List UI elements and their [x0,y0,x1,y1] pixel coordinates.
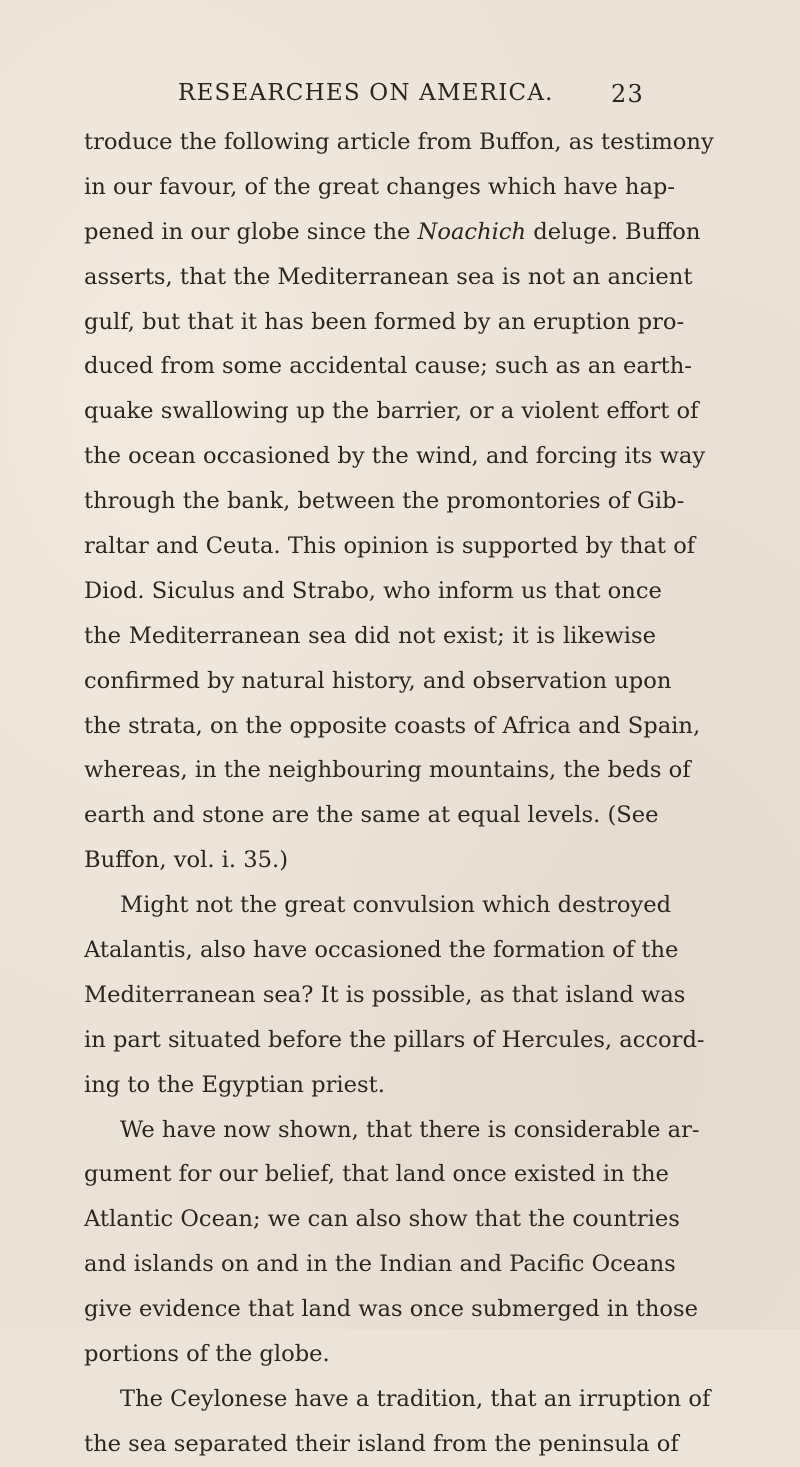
text-line: Diod. Siculus and Strabo, who inform us that once [84,577,662,604]
text-line: the sea separated their island from the peninsula of [84,1430,679,1457]
text-line: troduce the following article from Buffon, as testimony [84,129,714,155]
text-line: whereas, in the neighbouring mountains, the beds of [84,757,691,784]
paragraph-end-line: portions of the globe. [84,1341,330,1368]
page-number: 23 [611,80,644,108]
text-line: and islands on and in the Indian and Pacific Oceans [84,1251,676,1278]
running-title: RESEARCHES ON AMERICA. [178,80,554,106]
paragraph-end-line: Buffon, vol. i. 35.) [84,847,289,874]
text-line: gulf, but that it has been formed by an eruption pro- [84,308,685,335]
text-line: Atalantis, also have occasioned the formation of the [84,937,679,964]
text-line: in our favour, of the great changes which have hap- [84,173,676,200]
text-line: raltar and Ceuta. This opinion is supported by that of [84,533,696,560]
paragraph-end-line: ing to the Egyptian priest. [84,1071,385,1098]
body-text [84,120,714,1467]
text-line: give evidence that land was once submerged in those [84,1296,699,1323]
text-line: pened in our globe since the Noachich deluge. Buffon [84,218,701,245]
text-line: the Mediterranean sea did not exist; it is likewise [84,622,656,649]
paragraph-first-line: We have now shown, that there is considerable ar- [120,1116,700,1143]
paragraph-first-line: Might not the great convulsion which destroyed [120,892,672,919]
text-line: quake swallowing up the barrier, or a violent effort of [84,398,699,425]
paragraph-first-line: The Ceylonese have a tradition, that an irruption of [120,1385,711,1412]
text-line: the strata, on the opposite coasts of Africa and Spain, [84,712,701,739]
text-line: confirmed by natural history, and observation upon [84,667,672,694]
running-head [178,80,678,110]
text-line: duced from some accidental cause; such as an earth- [84,353,692,380]
text-line: in part situated before the pillars of Hercules, accord- [84,1026,705,1053]
text-line: Atlantic Ocean; we can also show that the countries [84,1206,680,1233]
italic-word: Noachich [417,218,527,245]
text-line: gument for our belief, that land once existed in the [84,1161,669,1188]
text-line: asserts, that the Mediterranean sea is not an ancient [84,263,693,290]
text-line: earth and stone are the same at equal levels. (See [84,802,659,829]
text-line: through the bank, between the promontories of Gib- [84,488,685,515]
text-line: the ocean occasioned by the wind, and forcing its way [84,443,706,470]
text-line: Mediterranean sea? It is possible, as that island was [84,981,686,1008]
